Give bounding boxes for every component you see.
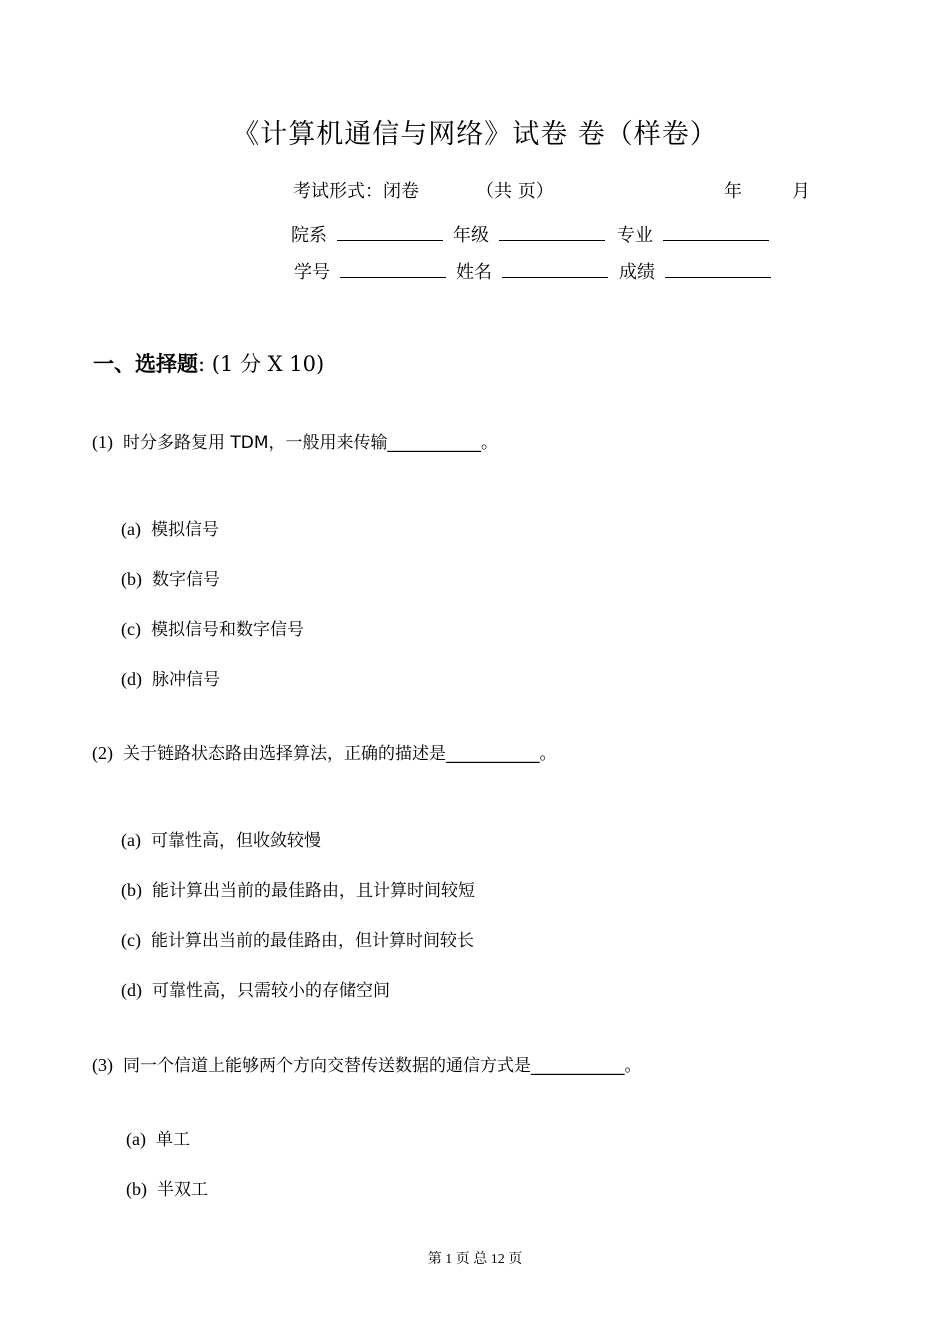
exam-month-label: 月: [792, 181, 810, 202]
question-text: 时分多路复用 TDM，一般用来传输___________。: [123, 433, 499, 453]
student-id-blank[interactable]: [340, 261, 446, 278]
major-label: 专业: [617, 225, 653, 246]
section-heading: [93, 348, 324, 378]
option-text: 能计算出当前的最佳路由，但计算时间较长: [150, 931, 474, 951]
option-3b[interactable]: [126, 1175, 208, 1200]
exam-year-label: 年: [724, 181, 742, 202]
page-footer: 第 1 页 总 12 页: [427, 1252, 523, 1267]
question-number: (3): [92, 1055, 113, 1075]
major-blank[interactable]: [663, 224, 769, 241]
option-text: 单工: [155, 1130, 190, 1150]
option-text: 模拟信号: [150, 520, 219, 540]
option-2b[interactable]: [121, 876, 475, 901]
option-1c[interactable]: [121, 615, 304, 640]
student-id-field: [294, 258, 446, 284]
question-text: 关于链路状态路由选择算法，正确的描述是___________。: [123, 744, 557, 764]
option-text: 模拟信号和数字信号: [150, 620, 304, 640]
dept-field: [291, 221, 443, 247]
option-3a[interactable]: [126, 1125, 190, 1150]
option-tag: (b): [121, 569, 142, 589]
exam-form: 考试形式：闭卷: [293, 181, 419, 202]
dept-blank[interactable]: [337, 224, 443, 241]
option-1d[interactable]: [121, 665, 220, 690]
option-text: 脉冲信号: [152, 670, 220, 690]
option-1a[interactable]: [121, 515, 219, 540]
option-tag: (d): [121, 669, 142, 689]
option-2d[interactable]: [121, 976, 390, 1001]
name-label: 姓名: [456, 262, 492, 283]
option-tag: (c): [121, 619, 141, 639]
exam-title: 《计算机通信与网络》试卷 卷（样卷）: [232, 119, 718, 150]
page-count: （共 页）: [476, 181, 554, 202]
section-points: : (1 分 X 10): [198, 352, 325, 376]
option-tag: (a): [126, 1129, 146, 1149]
question-number: (1): [92, 432, 113, 452]
option-tag: (d): [121, 980, 142, 1000]
option-2a[interactable]: [121, 826, 321, 851]
dept-label: 院系: [291, 225, 327, 246]
option-tag: (b): [121, 880, 142, 900]
option-tag: (c): [121, 930, 141, 950]
option-text: 半双工: [157, 1180, 208, 1200]
score-blank[interactable]: [665, 261, 771, 278]
option-tag: (a): [121, 830, 141, 850]
grade-field: [453, 221, 605, 247]
grade-blank[interactable]: [499, 224, 605, 241]
major-field: [617, 221, 769, 247]
name-blank[interactable]: [502, 261, 608, 278]
question-text: 同一个信道上能够两个方向交替传送数据的通信方式是___________。: [123, 1056, 642, 1076]
student-id-label: 学号: [294, 262, 330, 283]
score-label: 成绩: [619, 262, 655, 283]
option-2c[interactable]: [121, 926, 474, 951]
option-1b[interactable]: [121, 565, 220, 590]
section-title: 一、选择题: [93, 352, 198, 376]
question-number: (2): [92, 743, 113, 763]
option-tag: (b): [126, 1179, 147, 1199]
option-text: 能计算出当前的最佳路由，且计算时间较短: [152, 881, 475, 901]
option-text: 数字信号: [152, 570, 220, 590]
option-text: 可靠性高，但收敛较慢: [150, 831, 321, 851]
grade-label: 年级: [453, 225, 489, 246]
question-2: [92, 739, 557, 764]
score-field: [619, 258, 771, 284]
option-tag: (a): [121, 519, 141, 539]
question-3: [92, 1051, 642, 1076]
option-text: 可靠性高，只需较小的存储空间: [152, 981, 390, 1001]
name-field: [456, 258, 608, 284]
question-1: [92, 428, 498, 453]
